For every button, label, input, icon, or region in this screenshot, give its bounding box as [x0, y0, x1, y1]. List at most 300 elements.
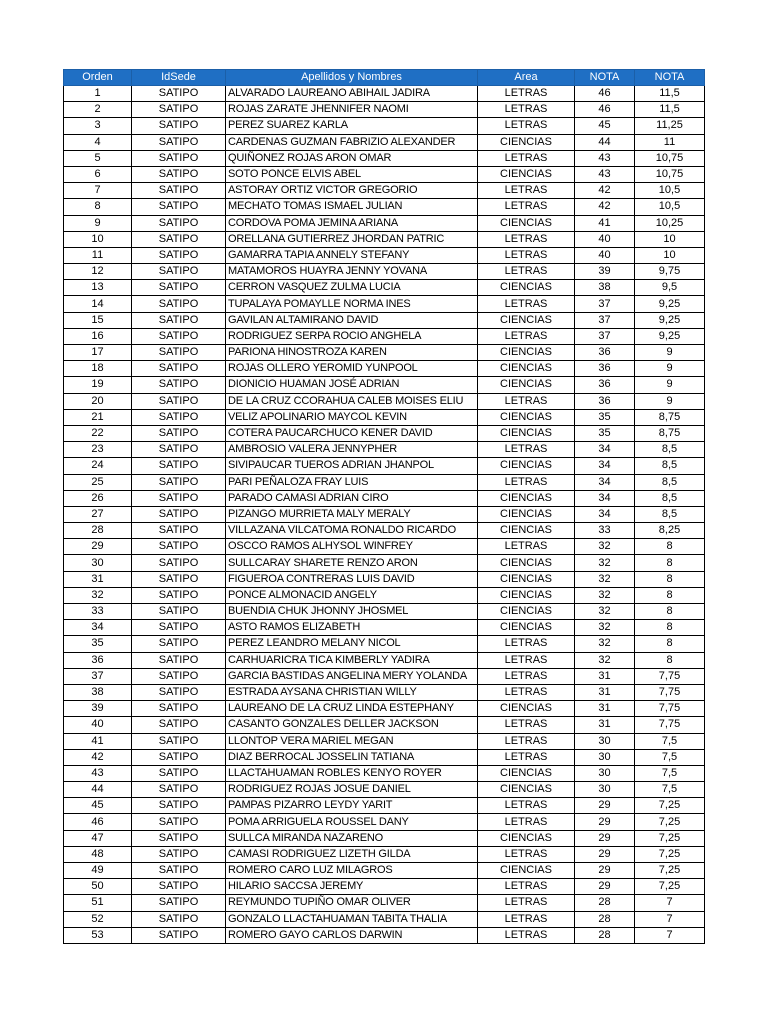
- cell-name[interactable]: DIAZ BERROCAL JOSSELIN TATIANA: [226, 749, 478, 765]
- cell-nota-scaled[interactable]: 8: [635, 571, 705, 587]
- cell-area[interactable]: LETRAS: [478, 86, 575, 102]
- cell-nota-raw[interactable]: 30: [575, 733, 635, 749]
- cell-nota-scaled[interactable]: 8,5: [635, 490, 705, 506]
- cell-area[interactable]: CIENCIAS: [478, 134, 575, 150]
- cell-orden[interactable]: 13: [64, 280, 132, 296]
- cell-nota-raw[interactable]: 30: [575, 765, 635, 781]
- cell-name[interactable]: ROMERO CARO LUZ MILAGROS: [226, 863, 478, 879]
- cell-nota-raw[interactable]: 28: [575, 911, 635, 927]
- cell-idsede[interactable]: SATIPO: [132, 458, 226, 474]
- cell-nota-raw[interactable]: 35: [575, 409, 635, 425]
- cell-nota-scaled[interactable]: 7,25: [635, 814, 705, 830]
- cell-nota-raw[interactable]: 41: [575, 215, 635, 231]
- cell-orden[interactable]: 20: [64, 393, 132, 409]
- cell-orden[interactable]: 41: [64, 733, 132, 749]
- header-nota-raw[interactable]: NOTA: [575, 70, 635, 86]
- cell-nota-raw[interactable]: 43: [575, 150, 635, 166]
- cell-nota-raw[interactable]: 46: [575, 102, 635, 118]
- cell-nota-scaled[interactable]: 11,25: [635, 118, 705, 134]
- cell-area[interactable]: CIENCIAS: [478, 490, 575, 506]
- cell-idsede[interactable]: SATIPO: [132, 134, 226, 150]
- cell-nota-scaled[interactable]: 8,5: [635, 474, 705, 490]
- cell-nota-scaled[interactable]: 7,25: [635, 863, 705, 879]
- cell-nota-raw[interactable]: 31: [575, 668, 635, 684]
- cell-nota-scaled[interactable]: 8: [635, 604, 705, 620]
- cell-nota-scaled[interactable]: 10,75: [635, 150, 705, 166]
- cell-nota-raw[interactable]: 28: [575, 895, 635, 911]
- cell-nota-scaled[interactable]: 9,75: [635, 264, 705, 280]
- cell-area[interactable]: CIENCIAS: [478, 312, 575, 328]
- cell-idsede[interactable]: SATIPO: [132, 264, 226, 280]
- cell-area[interactable]: CIENCIAS: [478, 765, 575, 781]
- cell-orden[interactable]: 11: [64, 247, 132, 263]
- cell-name[interactable]: PARIONA HINOSTROZA KAREN: [226, 345, 478, 361]
- cell-area[interactable]: CIENCIAS: [478, 377, 575, 393]
- cell-orden[interactable]: 3: [64, 118, 132, 134]
- cell-name[interactable]: HILARIO SACCSA JEREMY: [226, 879, 478, 895]
- header-apellidos-nombres[interactable]: Apellidos y Nombres: [226, 70, 478, 86]
- cell-name[interactable]: PIZANGO MURRIETA MALY MERALY: [226, 506, 478, 522]
- cell-area[interactable]: CIENCIAS: [478, 587, 575, 603]
- cell-area[interactable]: LETRAS: [478, 102, 575, 118]
- cell-orden[interactable]: 30: [64, 555, 132, 571]
- cell-idsede[interactable]: SATIPO: [132, 150, 226, 166]
- cell-name[interactable]: PARADO CAMASI ADRIAN CIRO: [226, 490, 478, 506]
- cell-area[interactable]: LETRAS: [478, 749, 575, 765]
- cell-nota-scaled[interactable]: 8: [635, 620, 705, 636]
- cell-area[interactable]: LETRAS: [478, 927, 575, 943]
- cell-name[interactable]: SULLCA MIRANDA NAZARENO: [226, 830, 478, 846]
- cell-nota-raw[interactable]: 34: [575, 458, 635, 474]
- cell-nota-raw[interactable]: 28: [575, 927, 635, 943]
- cell-orden[interactable]: 48: [64, 846, 132, 862]
- cell-nota-scaled[interactable]: 7,5: [635, 749, 705, 765]
- cell-orden[interactable]: 47: [64, 830, 132, 846]
- cell-nota-raw[interactable]: 30: [575, 749, 635, 765]
- header-nota-scaled[interactable]: NOTA: [635, 70, 705, 86]
- cell-name[interactable]: PAMPAS PIZARRO LEYDY YARIT: [226, 798, 478, 814]
- cell-orden[interactable]: 50: [64, 879, 132, 895]
- cell-nota-raw[interactable]: 40: [575, 247, 635, 263]
- cell-name[interactable]: MECHATO TOMAS ISMAEL JULIAN: [226, 199, 478, 215]
- cell-name[interactable]: PARI PEÑALOZA FRAY LUIS: [226, 474, 478, 490]
- cell-orden[interactable]: 22: [64, 425, 132, 441]
- cell-nota-raw[interactable]: 31: [575, 717, 635, 733]
- cell-area[interactable]: LETRAS: [478, 393, 575, 409]
- cell-area[interactable]: LETRAS: [478, 733, 575, 749]
- cell-area[interactable]: CIENCIAS: [478, 166, 575, 182]
- cell-idsede[interactable]: SATIPO: [132, 587, 226, 603]
- cell-name[interactable]: POMA ARRIGUELA ROUSSEL DANY: [226, 814, 478, 830]
- cell-orden[interactable]: 28: [64, 523, 132, 539]
- cell-nota-raw[interactable]: 36: [575, 393, 635, 409]
- cell-nota-scaled[interactable]: 8,5: [635, 506, 705, 522]
- cell-area[interactable]: CIENCIAS: [478, 604, 575, 620]
- cell-nota-scaled[interactable]: 10,75: [635, 166, 705, 182]
- cell-nota-raw[interactable]: 35: [575, 425, 635, 441]
- cell-nota-scaled[interactable]: 9,25: [635, 312, 705, 328]
- cell-nota-scaled[interactable]: 7,25: [635, 879, 705, 895]
- cell-nota-scaled[interactable]: 9,25: [635, 328, 705, 344]
- cell-name[interactable]: GAMARRA TAPIA ANNELY STEFANY: [226, 247, 478, 263]
- cell-idsede[interactable]: SATIPO: [132, 231, 226, 247]
- cell-nota-scaled[interactable]: 9: [635, 393, 705, 409]
- cell-idsede[interactable]: SATIPO: [132, 863, 226, 879]
- cell-name[interactable]: DE LA CRUZ CCORAHUA CALEB MOISES ELIU: [226, 393, 478, 409]
- cell-orden[interactable]: 53: [64, 927, 132, 943]
- cell-idsede[interactable]: SATIPO: [132, 377, 226, 393]
- cell-idsede[interactable]: SATIPO: [132, 717, 226, 733]
- cell-area[interactable]: CIENCIAS: [478, 701, 575, 717]
- cell-area[interactable]: LETRAS: [478, 296, 575, 312]
- cell-idsede[interactable]: SATIPO: [132, 361, 226, 377]
- cell-idsede[interactable]: SATIPO: [132, 280, 226, 296]
- cell-orden[interactable]: 40: [64, 717, 132, 733]
- cell-nota-raw[interactable]: 31: [575, 684, 635, 700]
- cell-idsede[interactable]: SATIPO: [132, 636, 226, 652]
- cell-nota-raw[interactable]: 37: [575, 296, 635, 312]
- cell-nota-raw[interactable]: 32: [575, 571, 635, 587]
- cell-orden[interactable]: 52: [64, 911, 132, 927]
- cell-idsede[interactable]: SATIPO: [132, 393, 226, 409]
- cell-name[interactable]: TUPALAYA POMAYLLE NORMA INES: [226, 296, 478, 312]
- cell-idsede[interactable]: SATIPO: [132, 846, 226, 862]
- cell-name[interactable]: VELIZ APOLINARIO MAYCOL KEVIN: [226, 409, 478, 425]
- cell-area[interactable]: CIENCIAS: [478, 280, 575, 296]
- cell-nota-raw[interactable]: 36: [575, 377, 635, 393]
- cell-orden[interactable]: 34: [64, 620, 132, 636]
- cell-name[interactable]: ESTRADA AYSANA CHRISTIAN WILLY: [226, 684, 478, 700]
- cell-orden[interactable]: 24: [64, 458, 132, 474]
- cell-nota-scaled[interactable]: 7,25: [635, 830, 705, 846]
- cell-idsede[interactable]: SATIPO: [132, 118, 226, 134]
- cell-nota-scaled[interactable]: 8,25: [635, 523, 705, 539]
- cell-name[interactable]: ROJAS OLLERO YEROMID YUNPOOL: [226, 361, 478, 377]
- cell-nota-raw[interactable]: 30: [575, 782, 635, 798]
- cell-idsede[interactable]: SATIPO: [132, 604, 226, 620]
- cell-name[interactable]: ROJAS ZARATE JHENNIFER NAOMI: [226, 102, 478, 118]
- cell-idsede[interactable]: SATIPO: [132, 199, 226, 215]
- cell-orden[interactable]: 6: [64, 166, 132, 182]
- cell-name[interactable]: PEREZ LEANDRO MELANY NICOL: [226, 636, 478, 652]
- cell-idsede[interactable]: SATIPO: [132, 215, 226, 231]
- cell-orden[interactable]: 33: [64, 604, 132, 620]
- cell-nota-scaled[interactable]: 7,75: [635, 684, 705, 700]
- cell-nota-scaled[interactable]: 8: [635, 539, 705, 555]
- cell-name[interactable]: GAVILAN ALTAMIRANO DAVID: [226, 312, 478, 328]
- cell-nota-scaled[interactable]: 8: [635, 652, 705, 668]
- cell-idsede[interactable]: SATIPO: [132, 782, 226, 798]
- cell-idsede[interactable]: SATIPO: [132, 506, 226, 522]
- cell-orden[interactable]: 39: [64, 701, 132, 717]
- cell-nota-scaled[interactable]: 11: [635, 134, 705, 150]
- header-area[interactable]: Area: [478, 70, 575, 86]
- cell-nota-scaled[interactable]: 8: [635, 636, 705, 652]
- cell-nota-raw[interactable]: 34: [575, 490, 635, 506]
- cell-nota-scaled[interactable]: 7: [635, 895, 705, 911]
- cell-nota-scaled[interactable]: 10,5: [635, 183, 705, 199]
- cell-nota-raw[interactable]: 37: [575, 328, 635, 344]
- cell-area[interactable]: CIENCIAS: [478, 506, 575, 522]
- cell-nota-scaled[interactable]: 7,75: [635, 717, 705, 733]
- cell-nota-raw[interactable]: 42: [575, 199, 635, 215]
- cell-nota-scaled[interactable]: 7,5: [635, 733, 705, 749]
- cell-nota-scaled[interactable]: 7,5: [635, 782, 705, 798]
- cell-nota-raw[interactable]: 40: [575, 231, 635, 247]
- cell-nota-raw[interactable]: 29: [575, 879, 635, 895]
- cell-idsede[interactable]: SATIPO: [132, 166, 226, 182]
- cell-area[interactable]: LETRAS: [478, 846, 575, 862]
- cell-orden[interactable]: 38: [64, 684, 132, 700]
- cell-nota-raw[interactable]: 38: [575, 280, 635, 296]
- cell-nota-raw[interactable]: 44: [575, 134, 635, 150]
- cell-name[interactable]: BUENDIA CHUK JHONNY JHOSMEL: [226, 604, 478, 620]
- cell-area[interactable]: LETRAS: [478, 442, 575, 458]
- cell-nota-raw[interactable]: 46: [575, 86, 635, 102]
- cell-name[interactable]: VILLAZANA VILCATOMA RONALDO RICARDO: [226, 523, 478, 539]
- cell-area[interactable]: LETRAS: [478, 814, 575, 830]
- cell-orden[interactable]: 7: [64, 183, 132, 199]
- cell-orden[interactable]: 37: [64, 668, 132, 684]
- cell-area[interactable]: CIENCIAS: [478, 782, 575, 798]
- cell-area[interactable]: LETRAS: [478, 118, 575, 134]
- cell-orden[interactable]: 42: [64, 749, 132, 765]
- cell-nota-scaled[interactable]: 7,25: [635, 798, 705, 814]
- cell-area[interactable]: CIENCIAS: [478, 620, 575, 636]
- cell-orden[interactable]: 4: [64, 134, 132, 150]
- cell-orden[interactable]: 26: [64, 490, 132, 506]
- cell-orden[interactable]: 19: [64, 377, 132, 393]
- cell-idsede[interactable]: SATIPO: [132, 296, 226, 312]
- cell-idsede[interactable]: SATIPO: [132, 927, 226, 943]
- cell-idsede[interactable]: SATIPO: [132, 425, 226, 441]
- cell-name[interactable]: DIONICIO HUAMAN JOSÉ ADRIAN: [226, 377, 478, 393]
- cell-orden[interactable]: 35: [64, 636, 132, 652]
- cell-nota-raw[interactable]: 32: [575, 539, 635, 555]
- cell-name[interactable]: GONZALO LLACTAHUAMAN TABITA THALIA: [226, 911, 478, 927]
- cell-orden[interactable]: 16: [64, 328, 132, 344]
- cell-name[interactable]: LLACTAHUAMAN ROBLES KENYO ROYER: [226, 765, 478, 781]
- cell-orden[interactable]: 45: [64, 798, 132, 814]
- cell-idsede[interactable]: SATIPO: [132, 830, 226, 846]
- cell-name[interactable]: MATAMOROS HUAYRA JENNY YOVANA: [226, 264, 478, 280]
- cell-nota-raw[interactable]: 43: [575, 166, 635, 182]
- cell-nota-scaled[interactable]: 7,5: [635, 765, 705, 781]
- cell-orden[interactable]: 49: [64, 863, 132, 879]
- cell-orden[interactable]: 17: [64, 345, 132, 361]
- cell-orden[interactable]: 51: [64, 895, 132, 911]
- cell-area[interactable]: CIENCIAS: [478, 458, 575, 474]
- cell-idsede[interactable]: SATIPO: [132, 102, 226, 118]
- cell-name[interactable]: AMBROSIO VALERA JENNYPHER: [226, 442, 478, 458]
- cell-orden[interactable]: 43: [64, 765, 132, 781]
- cell-area[interactable]: LETRAS: [478, 328, 575, 344]
- cell-nota-raw[interactable]: 39: [575, 264, 635, 280]
- cell-idsede[interactable]: SATIPO: [132, 879, 226, 895]
- cell-name[interactable]: REYMUNDO TUPIÑO OMAR OLIVER: [226, 895, 478, 911]
- cell-nota-raw[interactable]: 32: [575, 636, 635, 652]
- cell-name[interactable]: PEREZ SUAREZ KARLA: [226, 118, 478, 134]
- cell-idsede[interactable]: SATIPO: [132, 183, 226, 199]
- cell-area[interactable]: LETRAS: [478, 150, 575, 166]
- cell-idsede[interactable]: SATIPO: [132, 409, 226, 425]
- cell-nota-raw[interactable]: 36: [575, 345, 635, 361]
- cell-nota-scaled[interactable]: 7,25: [635, 846, 705, 862]
- cell-nota-raw[interactable]: 29: [575, 814, 635, 830]
- cell-idsede[interactable]: SATIPO: [132, 620, 226, 636]
- cell-nota-scaled[interactable]: 10: [635, 231, 705, 247]
- cell-orden[interactable]: 25: [64, 474, 132, 490]
- cell-nota-scaled[interactable]: 9,25: [635, 296, 705, 312]
- cell-name[interactable]: CAMASI RODRIGUEZ LIZETH GILDA: [226, 846, 478, 862]
- cell-area[interactable]: LETRAS: [478, 539, 575, 555]
- cell-orden[interactable]: 9: [64, 215, 132, 231]
- cell-idsede[interactable]: SATIPO: [132, 765, 226, 781]
- cell-area[interactable]: LETRAS: [478, 895, 575, 911]
- cell-orden[interactable]: 44: [64, 782, 132, 798]
- cell-name[interactable]: CARHUARICRA TICA KIMBERLY YADIRA: [226, 652, 478, 668]
- cell-idsede[interactable]: SATIPO: [132, 86, 226, 102]
- cell-name[interactable]: SIVIPAUCAR TUEROS ADRIAN JHANPOL: [226, 458, 478, 474]
- cell-orden[interactable]: 15: [64, 312, 132, 328]
- cell-orden[interactable]: 32: [64, 587, 132, 603]
- cell-orden[interactable]: 8: [64, 199, 132, 215]
- cell-name[interactable]: CASANTO GONZALES DELLER JACKSON: [226, 717, 478, 733]
- cell-nota-raw[interactable]: 34: [575, 506, 635, 522]
- cell-orden[interactable]: 5: [64, 150, 132, 166]
- cell-area[interactable]: LETRAS: [478, 264, 575, 280]
- cell-idsede[interactable]: SATIPO: [132, 247, 226, 263]
- cell-area[interactable]: CIENCIAS: [478, 555, 575, 571]
- cell-nota-raw[interactable]: 45: [575, 118, 635, 134]
- cell-name[interactable]: LAUREANO DE LA CRUZ LINDA ESTEPHANY: [226, 701, 478, 717]
- cell-idsede[interactable]: SATIPO: [132, 555, 226, 571]
- cell-name[interactable]: SULLCARAY SHARETE RENZO ARON: [226, 555, 478, 571]
- cell-orden[interactable]: 18: [64, 361, 132, 377]
- cell-name[interactable]: ASTORAY ORTIZ VICTOR GREGORIO: [226, 183, 478, 199]
- cell-name[interactable]: CERRON VASQUEZ ZULMA LUCIA: [226, 280, 478, 296]
- cell-name[interactable]: OSCCO RAMOS ALHYSOL WINFREY: [226, 539, 478, 555]
- cell-orden[interactable]: 1: [64, 86, 132, 102]
- cell-orden[interactable]: 36: [64, 652, 132, 668]
- cell-nota-raw[interactable]: 36: [575, 361, 635, 377]
- cell-nota-scaled[interactable]: 9,5: [635, 280, 705, 296]
- cell-nota-scaled[interactable]: 8,75: [635, 409, 705, 425]
- cell-orden[interactable]: 14: [64, 296, 132, 312]
- cell-name[interactable]: ASTO RAMOS ELIZABETH: [226, 620, 478, 636]
- cell-nota-scaled[interactable]: 7: [635, 911, 705, 927]
- cell-name[interactable]: GARCIA BASTIDAS ANGELINA MERY YOLANDA: [226, 668, 478, 684]
- cell-idsede[interactable]: SATIPO: [132, 312, 226, 328]
- cell-area[interactable]: LETRAS: [478, 668, 575, 684]
- cell-orden[interactable]: 21: [64, 409, 132, 425]
- cell-nota-scaled[interactable]: 11,5: [635, 86, 705, 102]
- cell-nota-raw[interactable]: 29: [575, 863, 635, 879]
- cell-name[interactable]: ALVARADO LAUREANO ABIHAIL JADIRA: [226, 86, 478, 102]
- cell-name[interactable]: ORELLANA GUTIERREZ JHORDAN PATRIC: [226, 231, 478, 247]
- cell-area[interactable]: LETRAS: [478, 474, 575, 490]
- cell-nota-raw[interactable]: 37: [575, 312, 635, 328]
- cell-area[interactable]: LETRAS: [478, 199, 575, 215]
- cell-idsede[interactable]: SATIPO: [132, 701, 226, 717]
- cell-name[interactable]: SOTO PONCE ELVIS ABEL: [226, 166, 478, 182]
- cell-nota-scaled[interactable]: 8,5: [635, 442, 705, 458]
- cell-idsede[interactable]: SATIPO: [132, 328, 226, 344]
- cell-orden[interactable]: 46: [64, 814, 132, 830]
- cell-area[interactable]: CIENCIAS: [478, 215, 575, 231]
- cell-area[interactable]: CIENCIAS: [478, 409, 575, 425]
- cell-name[interactable]: ROMERO GAYO CARLOS DARWIN: [226, 927, 478, 943]
- cell-area[interactable]: LETRAS: [478, 684, 575, 700]
- header-idsede[interactable]: IdSede: [132, 70, 226, 86]
- cell-nota-raw[interactable]: 32: [575, 555, 635, 571]
- cell-nota-scaled[interactable]: 10,25: [635, 215, 705, 231]
- cell-area[interactable]: LETRAS: [478, 183, 575, 199]
- cell-idsede[interactable]: SATIPO: [132, 539, 226, 555]
- cell-orden[interactable]: 23: [64, 442, 132, 458]
- cell-nota-scaled[interactable]: 7,75: [635, 701, 705, 717]
- cell-area[interactable]: LETRAS: [478, 911, 575, 927]
- cell-idsede[interactable]: SATIPO: [132, 571, 226, 587]
- cell-nota-raw[interactable]: 31: [575, 701, 635, 717]
- cell-area[interactable]: LETRAS: [478, 798, 575, 814]
- cell-nota-raw[interactable]: 33: [575, 523, 635, 539]
- cell-idsede[interactable]: SATIPO: [132, 733, 226, 749]
- cell-name[interactable]: LLONTOP VERA MARIEL MEGAN: [226, 733, 478, 749]
- cell-area[interactable]: LETRAS: [478, 247, 575, 263]
- cell-nota-raw[interactable]: 32: [575, 620, 635, 636]
- cell-idsede[interactable]: SATIPO: [132, 798, 226, 814]
- cell-name[interactable]: QUIÑONEZ ROJAS ARON OMAR: [226, 150, 478, 166]
- cell-idsede[interactable]: SATIPO: [132, 490, 226, 506]
- cell-nota-scaled[interactable]: 7,75: [635, 668, 705, 684]
- cell-nota-scaled[interactable]: 8,5: [635, 458, 705, 474]
- cell-orden[interactable]: 31: [64, 571, 132, 587]
- cell-idsede[interactable]: SATIPO: [132, 749, 226, 765]
- cell-nota-scaled[interactable]: 10,5: [635, 199, 705, 215]
- cell-name[interactable]: CORDOVA POMA JEMINA ARIANA: [226, 215, 478, 231]
- cell-orden[interactable]: 2: [64, 102, 132, 118]
- cell-orden[interactable]: 10: [64, 231, 132, 247]
- cell-nota-scaled[interactable]: 11,5: [635, 102, 705, 118]
- cell-area[interactable]: LETRAS: [478, 231, 575, 247]
- cell-idsede[interactable]: SATIPO: [132, 814, 226, 830]
- cell-nota-scaled[interactable]: 8: [635, 555, 705, 571]
- cell-area[interactable]: LETRAS: [478, 717, 575, 733]
- cell-idsede[interactable]: SATIPO: [132, 895, 226, 911]
- cell-area[interactable]: CIENCIAS: [478, 345, 575, 361]
- cell-idsede[interactable]: SATIPO: [132, 911, 226, 927]
- cell-nota-scaled[interactable]: 7: [635, 927, 705, 943]
- cell-area[interactable]: LETRAS: [478, 652, 575, 668]
- cell-idsede[interactable]: SATIPO: [132, 684, 226, 700]
- cell-area[interactable]: LETRAS: [478, 636, 575, 652]
- cell-nota-scaled[interactable]: 8: [635, 587, 705, 603]
- cell-idsede[interactable]: SATIPO: [132, 345, 226, 361]
- header-orden[interactable]: Orden: [64, 70, 132, 86]
- cell-idsede[interactable]: SATIPO: [132, 668, 226, 684]
- cell-name[interactable]: CARDENAS GUZMAN FABRIZIO ALEXANDER: [226, 134, 478, 150]
- cell-name[interactable]: RODRIGUEZ SERPA ROCIO ANGHELA: [226, 328, 478, 344]
- cell-name[interactable]: RODRIGUEZ ROJAS JOSUE DANIEL: [226, 782, 478, 798]
- cell-name[interactable]: PONCE ALMONACID ANGELY: [226, 587, 478, 603]
- cell-nota-raw[interactable]: 42: [575, 183, 635, 199]
- cell-name[interactable]: FIGUEROA CONTRERAS LUIS DAVID: [226, 571, 478, 587]
- cell-nota-raw[interactable]: 29: [575, 846, 635, 862]
- cell-idsede[interactable]: SATIPO: [132, 442, 226, 458]
- cell-orden[interactable]: 12: [64, 264, 132, 280]
- cell-nota-raw[interactable]: 34: [575, 474, 635, 490]
